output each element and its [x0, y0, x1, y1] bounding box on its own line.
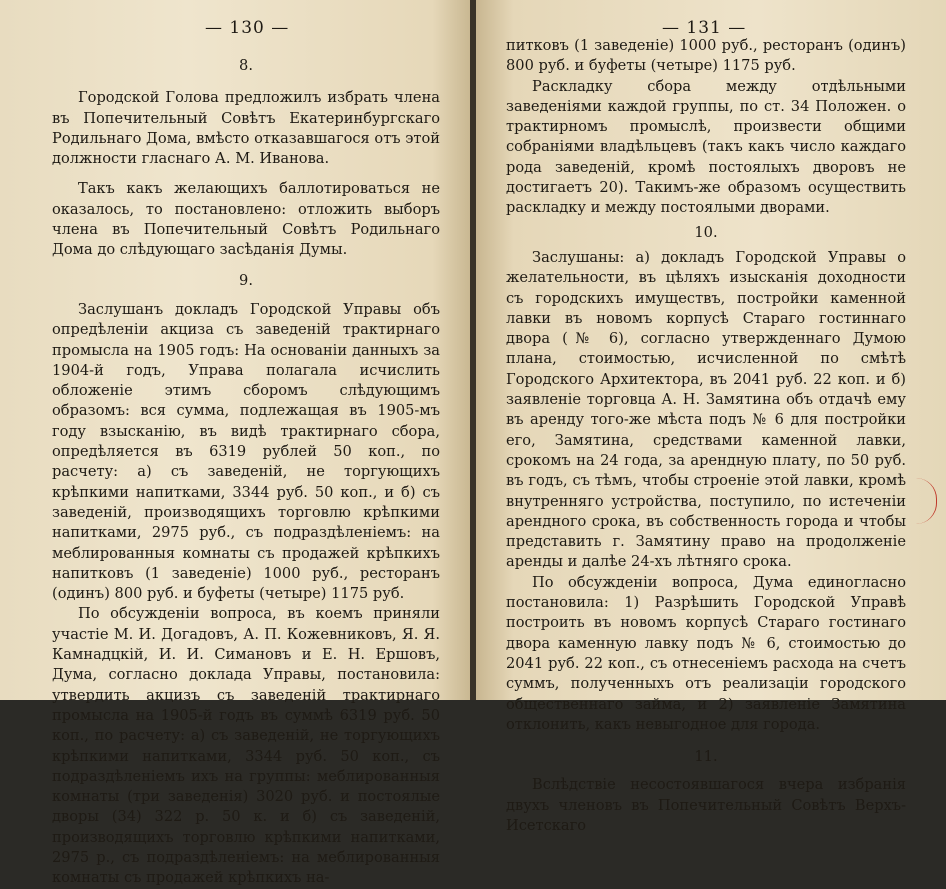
section-9-paragraph-1: Заслушанъ докладъ Городской Управы объ опредѣленіи акциза съ заведеній трактирнаго промысла на 1905 годъ: На основаніи данныхъ за 1904-й годъ, Управа полагала исчислить обложеніе этимъ сборомъ слѣдующимъ образомъ: вся сумма, подлежащая въ 1905-мъ году взысканію, въ видѣ трактирнаго сбора, опредѣляется въ 6319 рублей 50 коп., по расчету: а) съ заведеній, не торгующихъ крѣпкими напитками, 3344 руб. 50 коп., и б) съ заведеній, производящихъ торговлю крѣпкими напитками, 2975 руб., съ подраздѣленіемъ: на меблированныя комнаты съ продажей крѣпкихъ напитковъ (1 заведеніе) 1000 руб., ресторанъ (одинъ) 800 руб. и буфеты (четыре) 1175 руб.	[52, 300, 440, 603]
section-9-paragraph-2: По обсужденіи вопроса, въ коемъ приняли участіе М. И. Догадовъ, А. П. Кожевниковъ, Я. Я. Камнадцкій, И. И. Симановъ и Е. Н. Ершовъ, Дума, согласно доклада Управы, постановила: утвердить акцизъ съ заведеній трактирнаго промысла на 1905-й годъ въ суммѣ 6319 руб. 50 коп., по расчету: а) съ заведеній, не торгующихъ крѣпкими напитками, 3344 руб. 50 коп., съ подраздѣленіемъ ихъ на группы: меблированныя комнаты (три заведенія) 3020 руб. и постоялые дворы (34) 322 р. 50 к. и б) съ заведеній, производящихъ торговлю крѣпкими напитками, 2975 р., съ подраздѣленіемъ: на меблированныя комнаты съ продажей крѣпкихъ на-	[52, 605, 440, 887]
red-pencil-mark	[916, 478, 937, 524]
left-page-text	[52, 52, 440, 889]
allocation-paragraph: Раскладку сбора между отдѣльными заведеніями каждой группы, по ст. 34 Положен. о трактирномъ промыслѣ, произвести общими собраніями владѣльцевъ (такъ какъ число каждаго рода заведеній, кромѣ постоялыхъ дворовъ не достигаетъ 20). Такимъ-же образомъ осуществить раскладку и между постоялыми дворами.	[506, 77, 906, 217]
section-8-paragraph-2: Такъ какъ желающихъ баллотироваться не оказалось, то постановлено: отложить выборъ члена въ Попечительный Совѣтъ Родильнаго Дома до слѣдующаго засѣданія Думы.	[52, 180, 440, 259]
section-10-heading: 10.	[694, 223, 718, 241]
continuation-paragraph: питковъ (1 заведеніе) 1000 руб., ресторанъ (одинъ) 800 руб. и буфеты (четыре) 1175 руб.	[506, 37, 906, 75]
section-9-heading: 9.	[239, 271, 253, 289]
section-11-heading: 11.	[694, 748, 718, 766]
page-number-left: — 130 —	[205, 18, 290, 38]
page-number-right: — 131 —	[662, 18, 747, 38]
section-8-heading: 8.	[239, 57, 253, 74]
section-11-paragraph-1: Вслѣдствіе несостоявшагося вчера избранія двухъ членовъ въ Попечительный Совѣтъ Верхъ-Исетскаго	[506, 776, 906, 834]
section-10-paragraph-2: По обсужденіи вопроса, Дума единогласно постановила: 1) Разрѣшить Городской Управѣ построить въ новомъ корпусѣ Стараго гостинаго двора каменную лавку подъ № 6, стоимостью до 2041 руб. 22 коп., съ отнесеніемъ расхода на счетъ суммъ, полученныхъ отъ реализаціи городского общественнаго займа, и 2) заявленіе Замятина отклонить, какъ невыгодное для города.	[506, 573, 906, 733]
section-8-paragraph-1: Городской Голова предложилъ избрать члена въ Попечительный Совѣтъ Екатеринбургскаго Родильнаго Дома, вмѣсто отказавшагося отъ этой должности гласнаго А. М. Иванова.	[52, 89, 440, 168]
left-page	[0, 0, 470, 887]
right-page	[476, 0, 946, 834]
section-10-paragraph-1: Заслушаны: а) докладъ Городской Управы о желательности, въ цѣляхъ изысканія доходности съ городскихъ имуществъ, постройки каменной лавки въ новомъ корпусѣ Стараго гостиннаго двора (№ 6), согласно утвержденнаго Думою плана, стоимостью, исчисленной по смѣтѣ Городского Архитектора, въ 2041 руб. 22 коп. и б) заявленіе торговца А. Н. Замятина объ отдачѣ ему въ аренду того-же мѣста подъ № 6 для постройки его, Замятина, средствами каменной лавки, срокомъ на 24 года, за арендную плату, по 50 руб. въ годъ, съ тѣмъ, чтобы строеніе этой лавки, кромѣ внутренняго устройства, поступило, по истеченіи арендного срока, въ собственность города и чтобы представить г. Замятину право на продолженіе аренды и далѣе 24-хъ лѣтняго срока.	[506, 248, 906, 571]
right-page-text	[506, 36, 906, 836]
